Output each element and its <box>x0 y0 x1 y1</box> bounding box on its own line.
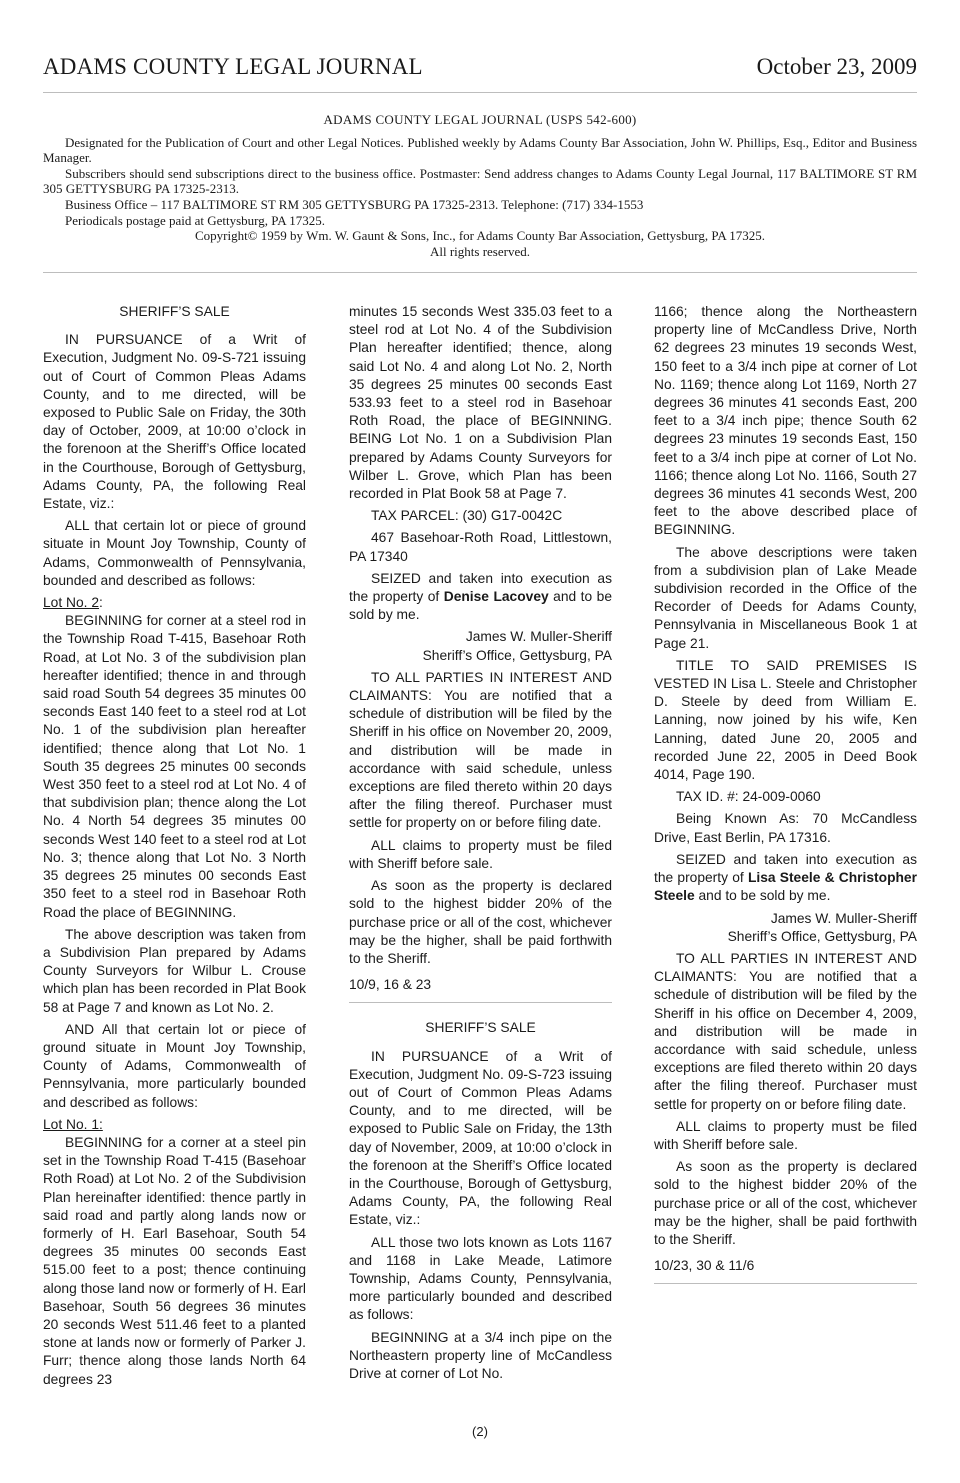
masthead-business-office: Business Office – 117 BALTIMORE ST RM 305 GETTYSBURG PA 17325-2313. Telephone: (717) 334-1553 <box>65 196 644 212</box>
sale1-to-all-parties: TO ALL PARTIES IN INTEREST AND CLAIMANTS: You are notified that a schedule of distribution will be filed by the Sheriff in his office on November 20, 2009, and distribution will be made in accordance with said schedule, unless exceptions are filed thereto within 20 days after the filing thereof. Purchaser must settle for property on or before filing date. <box>349 669 612 831</box>
sale2-intro: IN PURSUANCE of a Writ of Execution, Judgment No. 09-S-723 issuing out of Court of Common Pleas Adams County, and to me directed, will be exposed to Public Sale on Friday, the 13th day of November, 2009, at 10:00 o’clock in the forenoon at the Sheriff’s Office located in the Courthouse, Borough of Gettysburg, Adams County, PA, the following Real Estate, viz.: <box>349 1048 612 1228</box>
sale1-and-all: AND All that certain lot or piece of ground situate in Mount Joy Township, County of Adams, Commonwealth of Pennsylvania, more particularly bounded and described as follows: <box>43 1021 306 1110</box>
masthead-designation: Designated for the Publication of Court and other Legal Notices. Published weekly by Adams County Bar Association, John W. Phillips, Esq., Editor and Business Manager. <box>43 134 917 166</box>
sale1-lot2-description: BEGINNING for corner at a steel rod in the Township Road T-415, Basehoar Roth Road, at Lot No. 3 of the subdivision plan hereafter identified; thence in and through said road South 54 degrees 35 minutes 00 seconds East 140 feet to a steel rod at Lot No. 1 of the subdivision plan hereafter identified; thence along that Lot No. 1 South 35 degrees 25 minutes 00 seconds West 350 feet to a steel rod at Lot No. 4 of that subdivision plan; thence along the Lot No. 4 North 54 degrees 35 minutes 00 seconds West 140 feet to a steel rod at Lot No. 3; thence along that Lot No. 3 North 35 degrees 25 minutes 00 seconds East 350 feet to a steel rod in Basehoar Roth Road the place of BEGINNING. <box>43 613 306 920</box>
sale1-lot2-label <box>43 594 306 612</box>
masthead-title: ADAMS COUNTY LEGAL JOURNAL (USPS 542-600) <box>323 112 637 127</box>
sale2-heading: SHERIFF’S SALE <box>425 1020 536 1036</box>
sale1-lot1-label: Lot No. 1: <box>43 1116 103 1132</box>
column-1 <box>43 303 306 1393</box>
sale1-tax-parcel: TAX PARCEL: (30) G17-0042C <box>371 508 563 524</box>
sale2-descriptions-note: The above descriptions were taken from a subdivision plan of Lake Meade subdivision recorded in the Office of the Recorder of Deeds for Adams County, Pennsylvania in Miscellaneous Book 1 at Page 21. <box>654 544 917 651</box>
sale2-sheriff-office: Sheriff’s Office, Gettysburg, PA <box>727 928 917 944</box>
sale1-seized-lead: SEIZED and taken into execution as the property of <box>349 570 612 605</box>
sale1-sheriff-office: Sheriff’s Office, Gettysburg, PA <box>422 647 612 663</box>
sale1-lot1-description-part1: BEGINNING for a corner at a steel pin set in the Township Road T-415 (Basehoar Roth Road) at Lot No. 2 of the Subdivision Plan hereinafter identified: thence partly in said road and partly along lands now or formerly of H. Earl Basehoar, South 54 degrees 35 minutes 00 seconds East 515.00 feet to a post; thence continuing along those land now or formerly of H. Earl Basehoar, South 56 degrees 36 minutes 20 seconds West 511.46 feet to a planted stone at lands now or formerly of Parker J. Furr; thence along those lands North 64 degrees 23 <box>43 1134 306 1387</box>
publication-name: ADAMS COUNTY LEGAL JOURNAL <box>43 54 423 79</box>
masthead-subscribers: Subscribers should send subscriptions direct to the business office. Postmaster: Send address changes to Adams County Legal Journal, 117 BALTIMORE ST RM 305 GETTYSBURG PA 17325-2313. <box>43 165 917 197</box>
page-number: (2) <box>472 1424 488 1439</box>
sale1-seized-tail: and to be sold by me. <box>349 589 612 623</box>
sale2-sheriff-name: James W. Muller-Sheriff <box>770 910 917 926</box>
lot2-label-colon: : <box>99 595 103 611</box>
masthead-divider <box>43 272 917 273</box>
sale2-as-soon: As soon as the property is declared sold to the highest bidder 20% of the purchase price or all of the cost, whichever may be the higher, shall be paid forthwith to the Sheriff. <box>654 1159 917 1247</box>
sale1-claims: ALL claims to property must be filed with Sheriff before sale. <box>349 837 612 871</box>
sale2-title-vested: TITLE TO SAID PREMISES IS VESTED IN Lisa L. Steele and Christopher D. Steele by deed from William E. Lanning, now joined by his wife, Ken Lanning, dated June 20, 2005 and recorded June 22, 2005 in Deed Book 4014, Page 190. <box>654 657 917 783</box>
sale2-seized-lead: SEIZED and taken into execution as the property of <box>654 851 917 886</box>
column-3 <box>654 303 917 1300</box>
sale1-intro: IN PURSUANCE of a Writ of Execution, Judgment No. 09-S-721 issuing out of Court of Common Pleas Adams County, and to me directed, will be exposed to Public Sale on Friday, the 30th day of October, 2009, at 10:00 o’clock in the forenoon at the Sheriff’s Office located in the Courthouse, Borough of Gettysburg, Adams County, PA, the following Real Estate, viz.: <box>43 332 306 512</box>
sale2-claims: ALL claims to property must be filed with Sheriff before sale. <box>654 1118 917 1152</box>
sale2-beginning-part2: 1166; thence along the Northeastern property line of McCandless Drive, North 62 degrees 23 minutes 19 seconds West, 150 feet to a 3/4 inch pipe at corner of Lot No. 1169; thence along Lot 1169, North 27 degrees 36 minutes 41 seconds East, 200 feet to a 3/4 inch pipe; thence South 62 degrees 23 minutes 19 seconds East, 150 feet to a 3/4 inch pipe at corner of Lot No. 1166; thence along Lot No. 1166, South 27 degrees 36 minutes 41 seconds West, 200 feet to the above described place of BEGINNING. <box>654 304 917 538</box>
sale1-sheriff-name: James W. Muller-Sheriff <box>465 629 612 645</box>
masthead <box>43 112 917 259</box>
sale2-seized-tail: and to be sold by me. <box>694 888 831 904</box>
sale1-owner: Denise Lacovey <box>443 589 549 605</box>
masthead-postage: Periodicals postage paid at Gettysburg, PA 17325. <box>65 212 325 228</box>
sale2-beginning-part1: BEGINNING at a 3/4 inch pipe on the Northeastern property line of McCandless Drive at corner of Lot No. <box>349 1329 612 1381</box>
sale-divider <box>349 1002 612 1003</box>
masthead-copyright: Copyright© 1959 by Wm. W. Gaunt & Sons, Inc., for Adams County Bar Association, Gettysburg, PA 17325. <box>194 228 766 244</box>
sale1-lot1-description-part2: minutes 15 seconds West 335.03 feet to a steel rod at Lot No. 4 of the Subdivision Plan hereafter identified; thence, along said Lot No. 4 and along Lot No. 2, North 35 degrees 25 minutes 00 seconds East 533.93 feet to a steel rod in Basehoar Roth Road, the place of BEGINNING. BEING Lot No. 1 on a Subdivision Plan prepared by Adams County Surveyors for Wilber L. Grove, which Plan has been recorded in Plat Book 58 at Page 7. <box>349 304 612 502</box>
running-header <box>43 52 917 93</box>
sale1-address: 467 Basehoar-Roth Road, Littlestown, PA 17340 <box>349 530 612 564</box>
sale2-known-as: Being Known As: 70 McCandless Drive, East Berlin, PA 17316. <box>654 811 917 845</box>
lot2-label-text: Lot No. 2 <box>43 595 99 611</box>
sale2-seized <box>654 851 917 906</box>
sale1-description-note: The above description was taken from a Subdivision Plan prepared by Adams County Surveyors for Wilbur L. Crouse which plan has been recorded in Plat Book 58 at Page 7 and known as Lot No. 2. <box>43 926 306 1015</box>
sale2-owner: Lisa Steele & Christopher Steele <box>654 870 917 904</box>
sale1-heading: SHERIFF’S SALE <box>119 304 230 319</box>
sale1-seized <box>349 570 612 625</box>
column-2 <box>349 303 612 1387</box>
sale1-as-soon: As soon as the property is declared sold to the highest bidder 20% of the purchase price or all of the cost, whichever may be the higher, shall be paid forthwith to the Sheriff. <box>349 878 612 966</box>
issue-date: October 23, 2009 <box>756 54 917 79</box>
sale1-all-that: ALL that certain lot or piece of ground situate in Mount Joy Township, County of Adams, Commonwealth of Pennsylvania, bounded and described as follows: <box>43 518 306 588</box>
sale2-tax-id: TAX ID. #: 24-009-0060 <box>676 789 821 805</box>
sale2-run-dates: 10/23, 30 & 11/6 <box>654 1258 755 1274</box>
sale-end-divider <box>654 1283 917 1284</box>
sale2-all-those: ALL those two lots known as Lots 1167 and 1168 in Lake Meade, Latimore Township, Adams County, Pennsylvania, more particularly bounded and described as follows: <box>349 1234 612 1323</box>
masthead-rights: All rights reserved. <box>429 243 530 259</box>
sale2-to-all-parties: TO ALL PARTIES IN INTEREST AND CLAIMANTS: You are notified that a schedule of distribution will be filed by the Sheriff in his office on December 4, 2009, and distribution will be made in accordance with said schedule, unless exceptions are filed thereto within 20 days after the filing thereof. Purchaser must settle for property on or before filing date. <box>654 950 917 1112</box>
sale1-run-dates: 10/9, 16 & 23 <box>349 977 432 993</box>
